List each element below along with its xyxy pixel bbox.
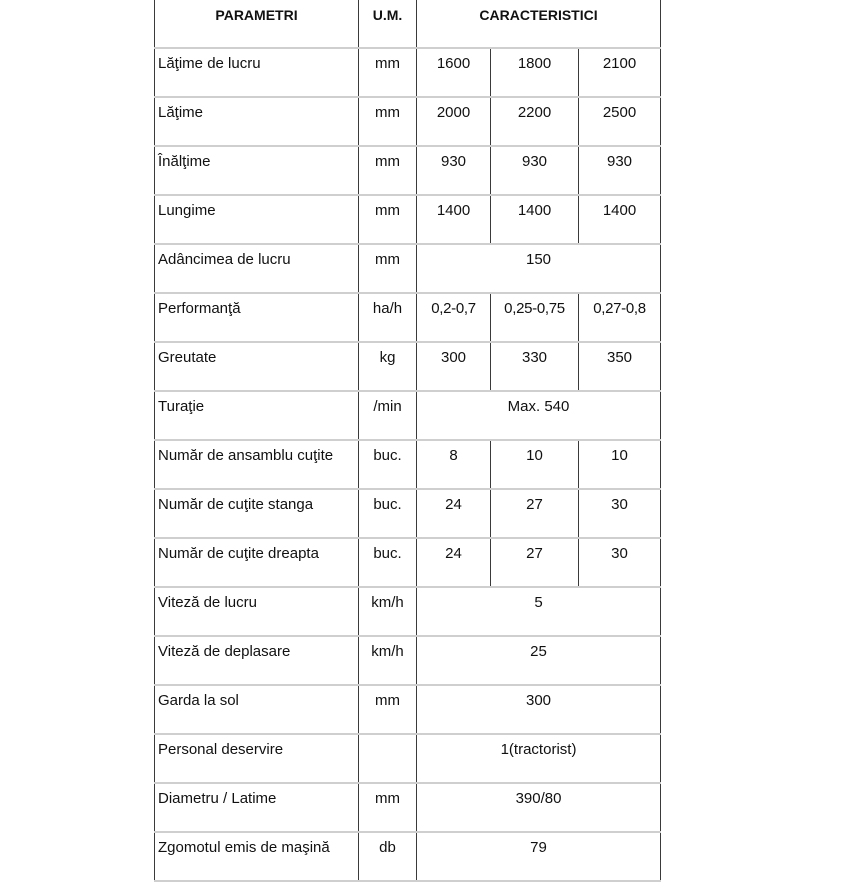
param-name-cell: Număr de cuţite dreapta	[155, 538, 359, 587]
header-unit: U.M.	[359, 0, 417, 48]
merged-value-cell: 79	[417, 832, 661, 881]
table-row	[155, 538, 661, 587]
value-cell-2: 10	[491, 440, 579, 489]
unit-cell: mm	[359, 146, 417, 195]
param-name-cell: Număr de cuţite stanga	[155, 489, 359, 538]
unit-cell: buc.	[359, 489, 417, 538]
table-row	[155, 440, 661, 489]
unit-cell: mm	[359, 97, 417, 146]
table-header-row	[155, 0, 661, 48]
header-characteristics: CARACTERISTICI	[417, 0, 661, 48]
param-name-cell: Zgomotul emis de maşină	[155, 832, 359, 881]
param-name-cell: Lăţime	[155, 97, 359, 146]
value-cell-1: 300	[417, 342, 491, 391]
value-cell-3: 930	[579, 146, 661, 195]
param-name-cell: Lăţime de lucru	[155, 48, 359, 97]
table-row	[155, 832, 661, 881]
value-cell-1: 1400	[417, 195, 491, 244]
value-cell-2: 1800	[491, 48, 579, 97]
table-row	[155, 734, 661, 783]
unit-cell: mm	[359, 244, 417, 293]
table-row	[155, 97, 661, 146]
table-row	[155, 489, 661, 538]
table-row	[155, 48, 661, 97]
value-cell-2: 0,25-0,75	[491, 293, 579, 342]
value-cell-1: 8	[417, 440, 491, 489]
value-cell-3: 350	[579, 342, 661, 391]
param-name-cell: Adâncimea de lucru	[155, 244, 359, 293]
param-name-cell: Garda la sol	[155, 685, 359, 734]
table-row	[155, 391, 661, 440]
table-row	[155, 342, 661, 391]
unit-cell: ha/h	[359, 293, 417, 342]
value-cell-1: 24	[417, 489, 491, 538]
param-name-cell: Diametru / Latime	[155, 783, 359, 832]
table-row	[155, 587, 661, 636]
unit-cell: km/h	[359, 636, 417, 685]
param-name-cell: Turaţie	[155, 391, 359, 440]
value-cell-3: 10	[579, 440, 661, 489]
value-cell-3: 30	[579, 489, 661, 538]
unit-cell: db	[359, 832, 417, 881]
param-name-cell: Personal deservire	[155, 734, 359, 783]
table-row	[155, 146, 661, 195]
value-cell-3: 2100	[579, 48, 661, 97]
value-cell-2: 2200	[491, 97, 579, 146]
unit-cell	[359, 734, 417, 783]
unit-cell: kg	[359, 342, 417, 391]
param-name-cell: Lungime	[155, 195, 359, 244]
merged-value-cell: 5	[417, 587, 661, 636]
param-name-cell: Viteză de lucru	[155, 587, 359, 636]
param-name-cell: Viteză de deplasare	[155, 636, 359, 685]
value-cell-1: 2000	[417, 97, 491, 146]
merged-value-cell: 1(tractorist)	[417, 734, 661, 783]
table-row	[155, 244, 661, 293]
param-name-cell: Număr de ansamblu cuţite	[155, 440, 359, 489]
value-cell-1: 930	[417, 146, 491, 195]
table-body	[155, 48, 661, 881]
value-cell-2: 1400	[491, 195, 579, 244]
value-cell-2: 27	[491, 489, 579, 538]
value-cell-2: 930	[491, 146, 579, 195]
table-row	[155, 685, 661, 734]
merged-value-cell: Max. 540	[417, 391, 661, 440]
value-cell-1: 24	[417, 538, 491, 587]
table-row	[155, 293, 661, 342]
unit-cell: buc.	[359, 440, 417, 489]
unit-cell: /min	[359, 391, 417, 440]
header-param: PARAMETRI	[155, 0, 359, 48]
table-row	[155, 636, 661, 685]
unit-cell: buc.	[359, 538, 417, 587]
value-cell-3: 30	[579, 538, 661, 587]
value-cell-3: 0,27-0,8	[579, 293, 661, 342]
unit-cell: mm	[359, 783, 417, 832]
value-cell-2: 330	[491, 342, 579, 391]
value-cell-3: 1400	[579, 195, 661, 244]
value-cell-3: 2500	[579, 97, 661, 146]
param-name-cell: Greutate	[155, 342, 359, 391]
unit-cell: mm	[359, 48, 417, 97]
specifications-table	[154, 0, 661, 882]
param-name-cell: Înălţime	[155, 146, 359, 195]
param-name-cell: Performanţă	[155, 293, 359, 342]
table-row	[155, 783, 661, 832]
unit-cell: mm	[359, 195, 417, 244]
value-cell-2: 27	[491, 538, 579, 587]
value-cell-1: 0,2-0,7	[417, 293, 491, 342]
table-row	[155, 195, 661, 244]
unit-cell: km/h	[359, 587, 417, 636]
merged-value-cell: 150	[417, 244, 661, 293]
merged-value-cell: 300	[417, 685, 661, 734]
merged-value-cell: 390/80	[417, 783, 661, 832]
merged-value-cell: 25	[417, 636, 661, 685]
unit-cell: mm	[359, 685, 417, 734]
value-cell-1: 1600	[417, 48, 491, 97]
